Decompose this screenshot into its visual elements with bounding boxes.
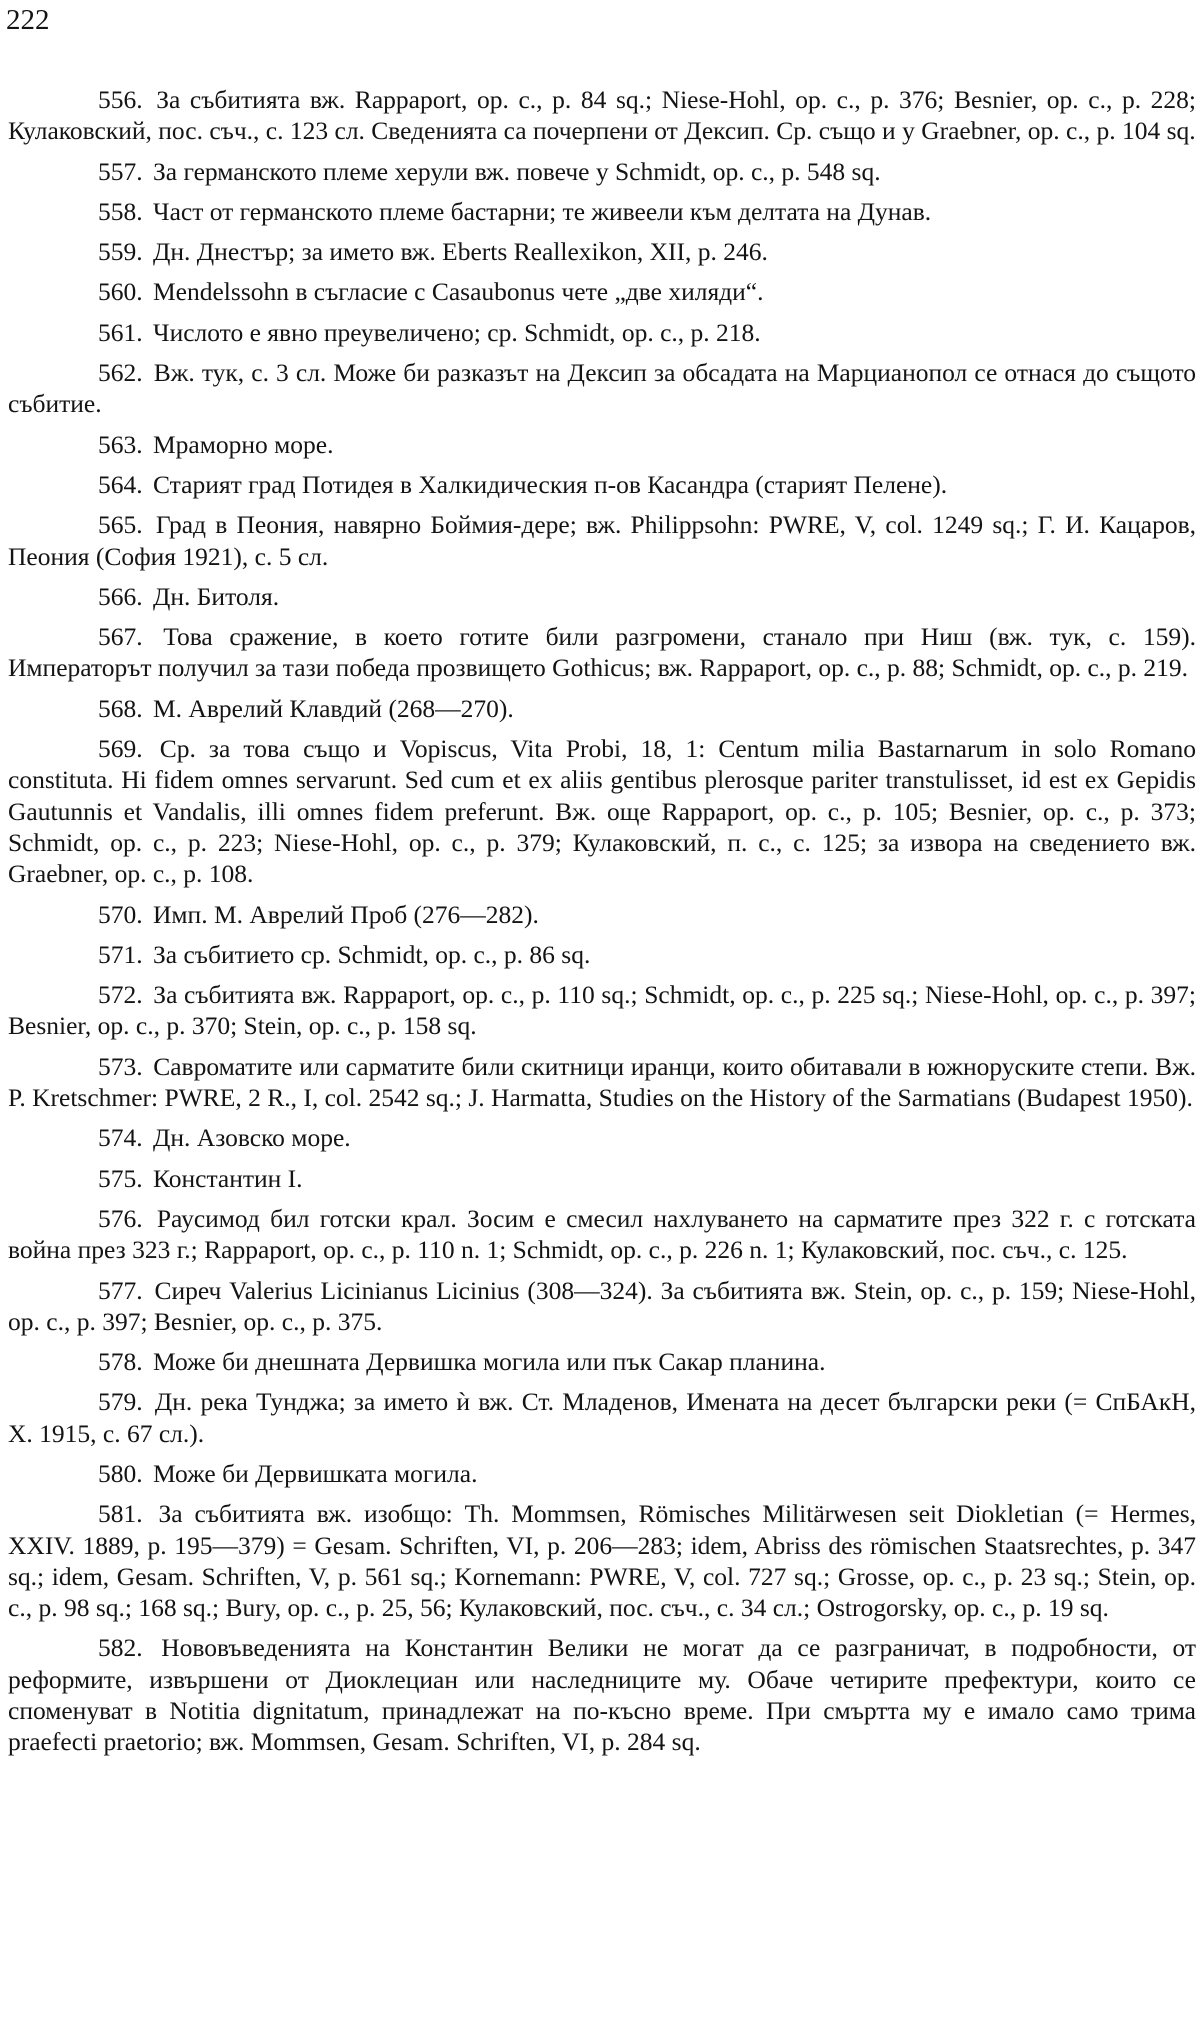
footnote-number: 557. [98, 156, 143, 186]
footnote-number: 556. [98, 85, 143, 114]
footnote [8, 1498, 1196, 1623]
footnote [8, 693, 1196, 724]
footnote-text: Част от германското племе бастарни; те живеели към делтата на Дунав. [153, 196, 932, 226]
footnote-number: 566. [98, 581, 143, 611]
footnote-text: Раусимод бил готски крал. Зосим е смесил нахлуването на сарматите през 322 г. с готската война през 323 г.; Rappaport, op. c., p. 110 n. 1; Schmidt, op. c., p. 226 n. 1; Кулаковский, пос. съч., с. 125. [8, 1203, 1196, 1265]
footnote [8, 196, 1196, 227]
footnote-number: 573. [98, 1051, 143, 1081]
footnote [8, 1163, 1196, 1194]
footnote-text: Mendelssohn в съгласие с Casaubonus чете „две хиляди“. [153, 277, 764, 307]
footnote-text: За събитието ср. Schmidt, op. c., p. 86 sq. [153, 939, 591, 969]
footnote-text: Ср. за това също и Vopiscus, Vita Probi, 18, 1: Centum milia Bastarnarum in solo Romano constituta. Hi fidem omnes servarunt. Sed cum et ex aliis gentibus plerosque pariter transtulisset, id est ex Gepidis Gautunnis et Vandalis, illi omnes fidem preferunt. Вж. още Rappaport, op. c., p. 105; Besnier, op. c., p. 373; Schmidt, op. c., p. 223; Niese-Hohl, op. c., p. 379; Кулаковский, п. с., с. 125; за извора на сведението вж. Graebner, op. c., p. 108. [8, 734, 1197, 889]
footnote [8, 317, 1196, 348]
footnote-number: 559. [98, 237, 143, 267]
footnote-text: Това сражение, в което готите били разгромени, станало при Ниш (вж. тук, с. 159). Императорът получил за тази победа прозвището Gothicus; вж. Rappaport, op. c., p. 88; Schmidt, op. c., p. 219. [8, 622, 1196, 683]
footnote [8, 1275, 1196, 1338]
footnote-number: 576. [98, 1203, 143, 1233]
footnote [8, 1458, 1196, 1489]
footnote-text: Имп. М. Аврелий Проб (276—282). [153, 899, 539, 929]
footnote-number: 568. [98, 693, 143, 723]
footnote-number: 567. [98, 622, 143, 652]
footnote-text: Дн. река Тунджа; за името ѝ вж. Ст. Младенов, Имената на десет български реки (= СпБАкН, X. 1915, с. 67 сл.). [8, 1387, 1197, 1448]
footnote-number: 558. [98, 196, 143, 226]
footnote [8, 621, 1196, 684]
footnote-number: 578. [98, 1347, 143, 1377]
footnote-text: За германското племе херули вж. повече у Schmidt, op. c., p. 548 sq. [153, 156, 881, 186]
footnote [8, 84, 1196, 147]
footnote-text: За събитията вж. Rappaport, op. c., p. 110 sq.; Schmidt, op. c., p. 225 sq.; Niese-Hohl, op. c., p. 397; Besnier, op. c., p. 370; Stein, op. c., p. 158 sq. [8, 980, 1196, 1041]
footnote [8, 1386, 1196, 1449]
footnote-text: За събитията вж. изобщо: Th. Mommsen, Römisches Militärwesen seit Diokletian (= Hermes, XXIV. 1889, p. 195—379) = Gesam. Schriften, VI, p. 206—283; idem, Abriss des römischen Staatsrechtes, p. 347 sq.; idem, Gesam. Schriften, V, p. 561 sq.; Kornemann: PWRE, V, col. 727 sq.; Grosse, op. c., p. 23 sq.; Stein, op. c., p. 98 sq.; 168 sq.; Bury, op. c., p. 25, 56; Кулаковский, пос. съч., с. 34 сл.; Ostrogorsky, op. c., p. 19 sq. [8, 1499, 1197, 1623]
footnote-text: Савроматите или сарматите били скитници иранци, които обитавали в южноруските степи. Вж. P. Kretschmer: PWRE, 2 R., I, col. 2542 sq.; J. Harmatta, Studies on the History of the Sarmatians (Budapest 1950). [8, 1051, 1196, 1113]
footnote-text: Числото е явно преувеличено; ср. Schmidt, op. c., p. 218. [153, 317, 761, 347]
footnote-text: Може би Дервишката могила. [153, 1458, 478, 1488]
footnote [8, 939, 1196, 970]
footnote-text: За събитията вж. Rappaport, op. c., p. 84 sq.; Niese-Hohl, op. c., p. 376; Besnier, op. c., p. 228; Кулаковский, пос. съч., с. 123 сл. Сведенията са почерпени от Дексип. Ср. също и у Graebner, op. c., p. 104 sq. [8, 85, 1196, 146]
footnote-number: 574. [98, 1123, 143, 1153]
footnote-number: 563. [98, 429, 143, 459]
footnote-number: 579. [98, 1387, 143, 1417]
footnote-text: М. Аврелий Клавдий (268—270). [153, 693, 514, 723]
footnote-text: Вж. тук, с. 3 сл. Може би разказът на Дексип за обсадата на Марцианопол се отнася до същото събитие. [8, 358, 1197, 419]
footnote-number: 582. [98, 1633, 143, 1663]
footnote [8, 156, 1196, 187]
footnote-text: Дн. Днестър; за името вж. Eberts Reallexikon, XII, p. 246. [153, 237, 768, 267]
footnote-number: 581. [98, 1499, 143, 1529]
footnote [8, 1051, 1196, 1114]
footnote-number: 577. [98, 1275, 143, 1305]
footnote [8, 899, 1196, 930]
footnote-text: Константин I. [153, 1163, 303, 1193]
footnote-text: Старият град Потидея в Халкидическия п-ов Касандра (старият Пелене). [153, 469, 948, 499]
footnote-number: 580. [98, 1458, 143, 1488]
footnote-number: 564. [98, 469, 143, 499]
footnote [8, 509, 1196, 572]
footnote-number: 570. [98, 899, 143, 929]
footnote-number: 560. [98, 277, 143, 307]
footnote-number: 565. [98, 510, 143, 540]
footnote [8, 1346, 1196, 1377]
footnote-number: 569. [98, 734, 143, 764]
footnote-number: 575. [98, 1163, 143, 1193]
footnote [8, 1203, 1196, 1266]
footnotes-list [8, 84, 1196, 1767]
footnote [8, 1632, 1196, 1757]
footnote-text: Сиреч Valerius Licinianus Licinius (308—324). За събитията вж. Stein, op. c., p. 159; Niese-Hohl, op. c., p. 397; Besnier, op. c., p. 375. [8, 1275, 1197, 1336]
footnote [8, 469, 1196, 500]
footnote [8, 236, 1196, 267]
footnote [8, 357, 1196, 420]
page-number: 222 [6, 4, 50, 36]
footnote-text: Нововъведенията на Константин Велики не могат да се разграничат, в подробности, от реформите, извършени от Диоклециан или наследниците му. Обаче четирите префектури, които се споменуват в Notitia dignitatum, принадлежат на по-късно време. При смъртта му е имало само трима praefecti praetorio; вж. Mommsen, Gesam. Schriften, VI, p. 284 sq. [8, 1633, 1196, 1757]
footnote-text: Град в Пеония, навярно Боймия-дере; вж. Philippsohn: PWRE, V, col. 1249 sq.; Г. И. Кацаров, Пеония (София 1921), с. 5 сл. [8, 510, 1196, 571]
footnote-text: Мраморно море. [153, 429, 334, 459]
footnote-number: 571. [98, 939, 143, 969]
footnote [8, 979, 1196, 1042]
footnote-text: Може би днешната Дервишка могила или пък Сакар планина. [153, 1347, 826, 1377]
footnote-number: 561. [98, 317, 143, 347]
footnote-text: Дн. Азовско море. [153, 1123, 351, 1153]
footnote-number: 572. [98, 980, 143, 1010]
footnote-text: Дн. Битоля. [153, 581, 280, 611]
footnote [8, 733, 1196, 889]
footnote [8, 429, 1196, 460]
footnote [8, 276, 1196, 307]
footnote [8, 1122, 1196, 1153]
footnote [8, 581, 1196, 612]
footnote-number: 562. [98, 358, 143, 388]
